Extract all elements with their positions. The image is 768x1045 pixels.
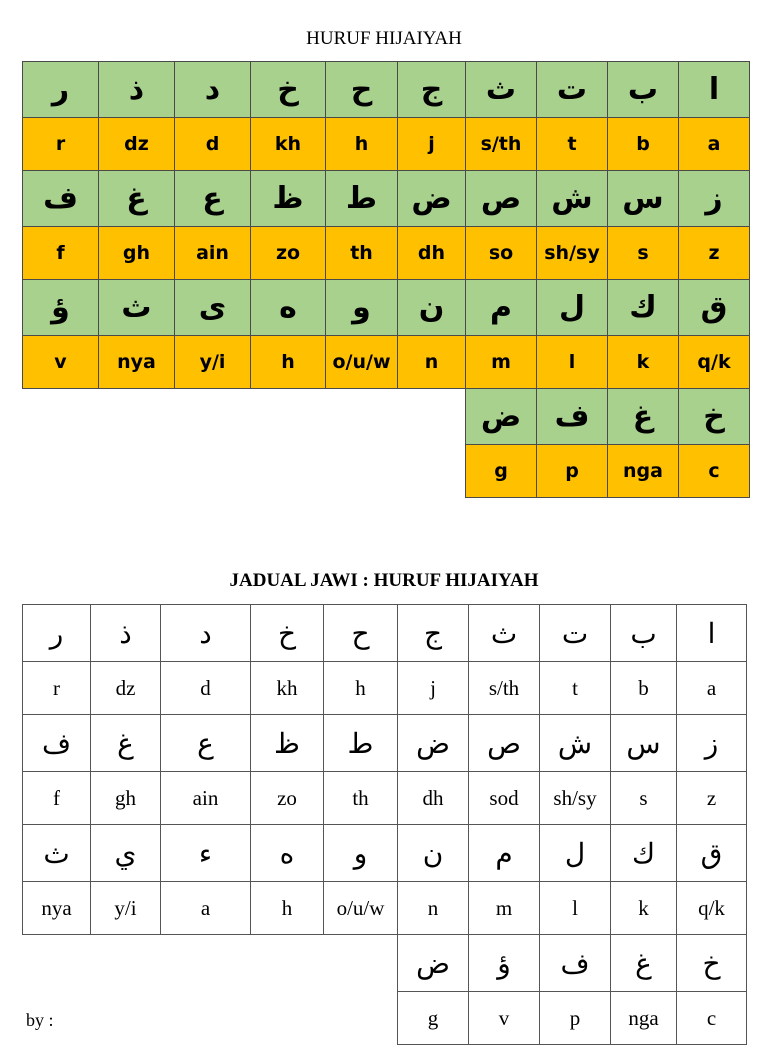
arabic-letter-cell: د bbox=[161, 605, 251, 662]
latin-letter-cell: l bbox=[540, 882, 611, 935]
arabic-letter-row bbox=[23, 825, 747, 882]
latin-letter-cell: d bbox=[161, 662, 251, 715]
latin-letter-row bbox=[23, 882, 747, 935]
colored-hijaiyah-table bbox=[22, 61, 750, 498]
latin-letter-cell: v bbox=[469, 992, 540, 1045]
arabic-letter-cell: ط bbox=[326, 171, 398, 227]
arabic-letter-cell: ث bbox=[23, 825, 91, 882]
arabic-letter-cell: ؤ bbox=[469, 935, 540, 992]
latin-letter-cell: h bbox=[251, 882, 324, 935]
arabic-letter-cell: ه bbox=[251, 825, 324, 882]
latin-letter-cell: r bbox=[23, 662, 91, 715]
latin-letter-cell: th bbox=[326, 227, 398, 280]
arabic-letter-cell: ذ bbox=[99, 62, 175, 118]
latin-letter-cell: t bbox=[537, 118, 608, 171]
latin-letter-cell: dh bbox=[398, 227, 466, 280]
latin-letter-cell: z bbox=[677, 772, 747, 825]
latin-letter-cell: a bbox=[161, 882, 251, 935]
arabic-letter-cell: ص bbox=[466, 171, 537, 227]
arabic-letter-cell: ف bbox=[23, 715, 91, 772]
latin-letter-cell: g bbox=[466, 445, 537, 498]
arabic-letter-cell: ؤ bbox=[23, 280, 99, 336]
latin-letter-cell: h bbox=[251, 336, 326, 389]
latin-letter-cell: m bbox=[469, 882, 540, 935]
latin-letter-row bbox=[23, 445, 750, 498]
arabic-letter-cell: ك bbox=[608, 280, 679, 336]
arabic-letter-cell: ن bbox=[398, 825, 469, 882]
latin-letter-cell: y/i bbox=[175, 336, 251, 389]
latin-letter-cell: s bbox=[611, 772, 677, 825]
latin-letter-cell: sh/sy bbox=[540, 772, 611, 825]
arabic-letter-cell: ق bbox=[679, 280, 750, 336]
arabic-letter-cell: ع bbox=[161, 715, 251, 772]
arabic-letter-row bbox=[23, 605, 747, 662]
arabic-letter-cell: و bbox=[326, 280, 398, 336]
latin-letter-cell: kh bbox=[251, 118, 326, 171]
latin-letter-cell: m bbox=[466, 336, 537, 389]
arabic-letter-cell: غ bbox=[608, 389, 679, 445]
latin-letter-cell: k bbox=[608, 336, 679, 389]
latin-letter-cell: p bbox=[540, 992, 611, 1045]
latin-letter-row bbox=[23, 772, 747, 825]
arabic-letter-cell: س bbox=[608, 171, 679, 227]
arabic-letter-row bbox=[23, 935, 747, 992]
empty-cell bbox=[23, 992, 398, 1045]
latin-letter-cell: dh bbox=[398, 772, 469, 825]
latin-letter-cell: b bbox=[608, 118, 679, 171]
arabic-letter-cell: ا bbox=[677, 605, 747, 662]
latin-letter-cell: zo bbox=[251, 227, 326, 280]
arabic-letter-cell: م bbox=[466, 280, 537, 336]
arabic-letter-cell: ء bbox=[161, 825, 251, 882]
arabic-letter-cell: ج bbox=[398, 605, 469, 662]
arabic-letter-cell: ض bbox=[466, 389, 537, 445]
latin-letter-cell: nya bbox=[99, 336, 175, 389]
latin-letter-cell: ain bbox=[161, 772, 251, 825]
latin-letter-cell: h bbox=[324, 662, 398, 715]
latin-letter-cell: l bbox=[537, 336, 608, 389]
table2-title: JADUAL JAWI : HURUF HIJAIYAH bbox=[229, 570, 539, 591]
arabic-letter-cell: ت bbox=[537, 62, 608, 118]
arabic-letter-cell: غ bbox=[99, 171, 175, 227]
latin-letter-cell: sh/sy bbox=[537, 227, 608, 280]
arabic-letter-cell: ن bbox=[398, 280, 466, 336]
arabic-letter-cell: ض bbox=[398, 171, 466, 227]
latin-letter-row bbox=[23, 118, 750, 171]
arabic-letter-cell: ط bbox=[324, 715, 398, 772]
empty-cell bbox=[23, 935, 398, 992]
latin-letter-cell: sod bbox=[469, 772, 540, 825]
latin-letter-row bbox=[23, 992, 747, 1045]
arabic-letter-cell: ص bbox=[469, 715, 540, 772]
latin-letter-cell: a bbox=[677, 662, 747, 715]
arabic-letter-row bbox=[23, 171, 750, 227]
arabic-letter-cell: ظ bbox=[251, 715, 324, 772]
arabic-letter-cell: خ bbox=[251, 605, 324, 662]
latin-letter-cell: o/u/w bbox=[324, 882, 398, 935]
table1-title: HURUF HIJAIYAH bbox=[306, 28, 462, 49]
latin-letter-cell: s/th bbox=[466, 118, 537, 171]
arabic-letter-cell: ت bbox=[540, 605, 611, 662]
latin-letter-cell: g bbox=[398, 992, 469, 1045]
latin-letter-cell: q/k bbox=[677, 882, 747, 935]
arabic-letter-cell: ث bbox=[469, 605, 540, 662]
arabic-letter-cell: ظ bbox=[251, 171, 326, 227]
latin-letter-cell: t bbox=[540, 662, 611, 715]
latin-letter-cell: k bbox=[611, 882, 677, 935]
latin-letter-row bbox=[23, 662, 747, 715]
latin-letter-cell: d bbox=[175, 118, 251, 171]
latin-letter-row bbox=[23, 336, 750, 389]
arabic-letter-cell: ز bbox=[677, 715, 747, 772]
latin-letter-cell: gh bbox=[99, 227, 175, 280]
arabic-letter-cell: ف bbox=[537, 389, 608, 445]
arabic-letter-cell: ف bbox=[23, 171, 99, 227]
arabic-letter-cell: ه bbox=[251, 280, 326, 336]
latin-letter-cell: f bbox=[23, 772, 91, 825]
arabic-letter-cell: ي bbox=[91, 825, 161, 882]
latin-letter-cell: y/i bbox=[91, 882, 161, 935]
latin-letter-cell: n bbox=[398, 882, 469, 935]
arabic-letter-cell: ح bbox=[324, 605, 398, 662]
arabic-letter-cell: ش bbox=[537, 171, 608, 227]
arabic-letter-cell: ف bbox=[540, 935, 611, 992]
arabic-letter-cell: ق bbox=[677, 825, 747, 882]
latin-letter-row bbox=[23, 227, 750, 280]
latin-letter-cell: th bbox=[324, 772, 398, 825]
latin-letter-cell: j bbox=[398, 118, 466, 171]
latin-letter-cell: nga bbox=[608, 445, 679, 498]
latin-letter-cell: a bbox=[679, 118, 750, 171]
latin-letter-cell: c bbox=[679, 445, 750, 498]
latin-letter-cell: s/th bbox=[469, 662, 540, 715]
arabic-letter-cell: ح bbox=[326, 62, 398, 118]
arabic-letter-cell: ث bbox=[99, 280, 175, 336]
latin-letter-cell: zo bbox=[251, 772, 324, 825]
arabic-letter-cell: غ bbox=[611, 935, 677, 992]
latin-letter-cell: gh bbox=[91, 772, 161, 825]
arabic-letter-cell: ر bbox=[23, 605, 91, 662]
arabic-letter-cell: ا bbox=[679, 62, 750, 118]
arabic-letter-cell: ع bbox=[175, 171, 251, 227]
arabic-letter-cell: ش bbox=[540, 715, 611, 772]
arabic-letter-cell: غ bbox=[91, 715, 161, 772]
latin-letter-cell: b bbox=[611, 662, 677, 715]
latin-letter-cell: s bbox=[608, 227, 679, 280]
latin-letter-cell: kh bbox=[251, 662, 324, 715]
arabic-letter-cell: ذ bbox=[91, 605, 161, 662]
jadual-jawi-table bbox=[22, 604, 747, 1045]
empty-cell bbox=[23, 445, 466, 498]
latin-letter-cell: v bbox=[23, 336, 99, 389]
arabic-letter-cell: و bbox=[324, 825, 398, 882]
arabic-letter-cell: ج bbox=[398, 62, 466, 118]
latin-letter-cell: dz bbox=[91, 662, 161, 715]
latin-letter-cell: q/k bbox=[679, 336, 750, 389]
arabic-letter-cell: ر bbox=[23, 62, 99, 118]
arabic-letter-cell: خ bbox=[251, 62, 326, 118]
latin-letter-cell: r bbox=[23, 118, 99, 171]
arabic-letter-cell: ض bbox=[398, 715, 469, 772]
arabic-letter-cell: ز bbox=[679, 171, 750, 227]
footer-by: by : bbox=[26, 1010, 54, 1030]
arabic-letter-cell: خ bbox=[679, 389, 750, 445]
arabic-letter-cell: د bbox=[175, 62, 251, 118]
latin-letter-cell: h bbox=[326, 118, 398, 171]
arabic-letter-row bbox=[23, 62, 750, 118]
latin-letter-cell: ain bbox=[175, 227, 251, 280]
arabic-letter-cell: س bbox=[611, 715, 677, 772]
arabic-letter-cell: ل bbox=[537, 280, 608, 336]
latin-letter-cell: z bbox=[679, 227, 750, 280]
latin-letter-cell: j bbox=[398, 662, 469, 715]
arabic-letter-cell: ل bbox=[540, 825, 611, 882]
latin-letter-cell: n bbox=[398, 336, 466, 389]
latin-letter-cell: o/u/w bbox=[326, 336, 398, 389]
latin-letter-cell: so bbox=[466, 227, 537, 280]
arabic-letter-cell: ب bbox=[608, 62, 679, 118]
latin-letter-cell: p bbox=[537, 445, 608, 498]
arabic-letter-row bbox=[23, 389, 750, 445]
empty-cell bbox=[23, 389, 466, 445]
latin-letter-cell: f bbox=[23, 227, 99, 280]
latin-letter-cell: nya bbox=[23, 882, 91, 935]
arabic-letter-cell: م bbox=[469, 825, 540, 882]
arabic-letter-cell: ك bbox=[611, 825, 677, 882]
arabic-letter-cell: خ bbox=[677, 935, 747, 992]
arabic-letter-row bbox=[23, 715, 747, 772]
arabic-letter-cell: ب bbox=[611, 605, 677, 662]
arabic-letter-cell: ى bbox=[175, 280, 251, 336]
latin-letter-cell: nga bbox=[611, 992, 677, 1045]
latin-letter-cell: c bbox=[677, 992, 747, 1045]
latin-letter-cell: dz bbox=[99, 118, 175, 171]
arabic-letter-cell: ض bbox=[398, 935, 469, 992]
arabic-letter-cell: ث bbox=[466, 62, 537, 118]
arabic-letter-row bbox=[23, 280, 750, 336]
